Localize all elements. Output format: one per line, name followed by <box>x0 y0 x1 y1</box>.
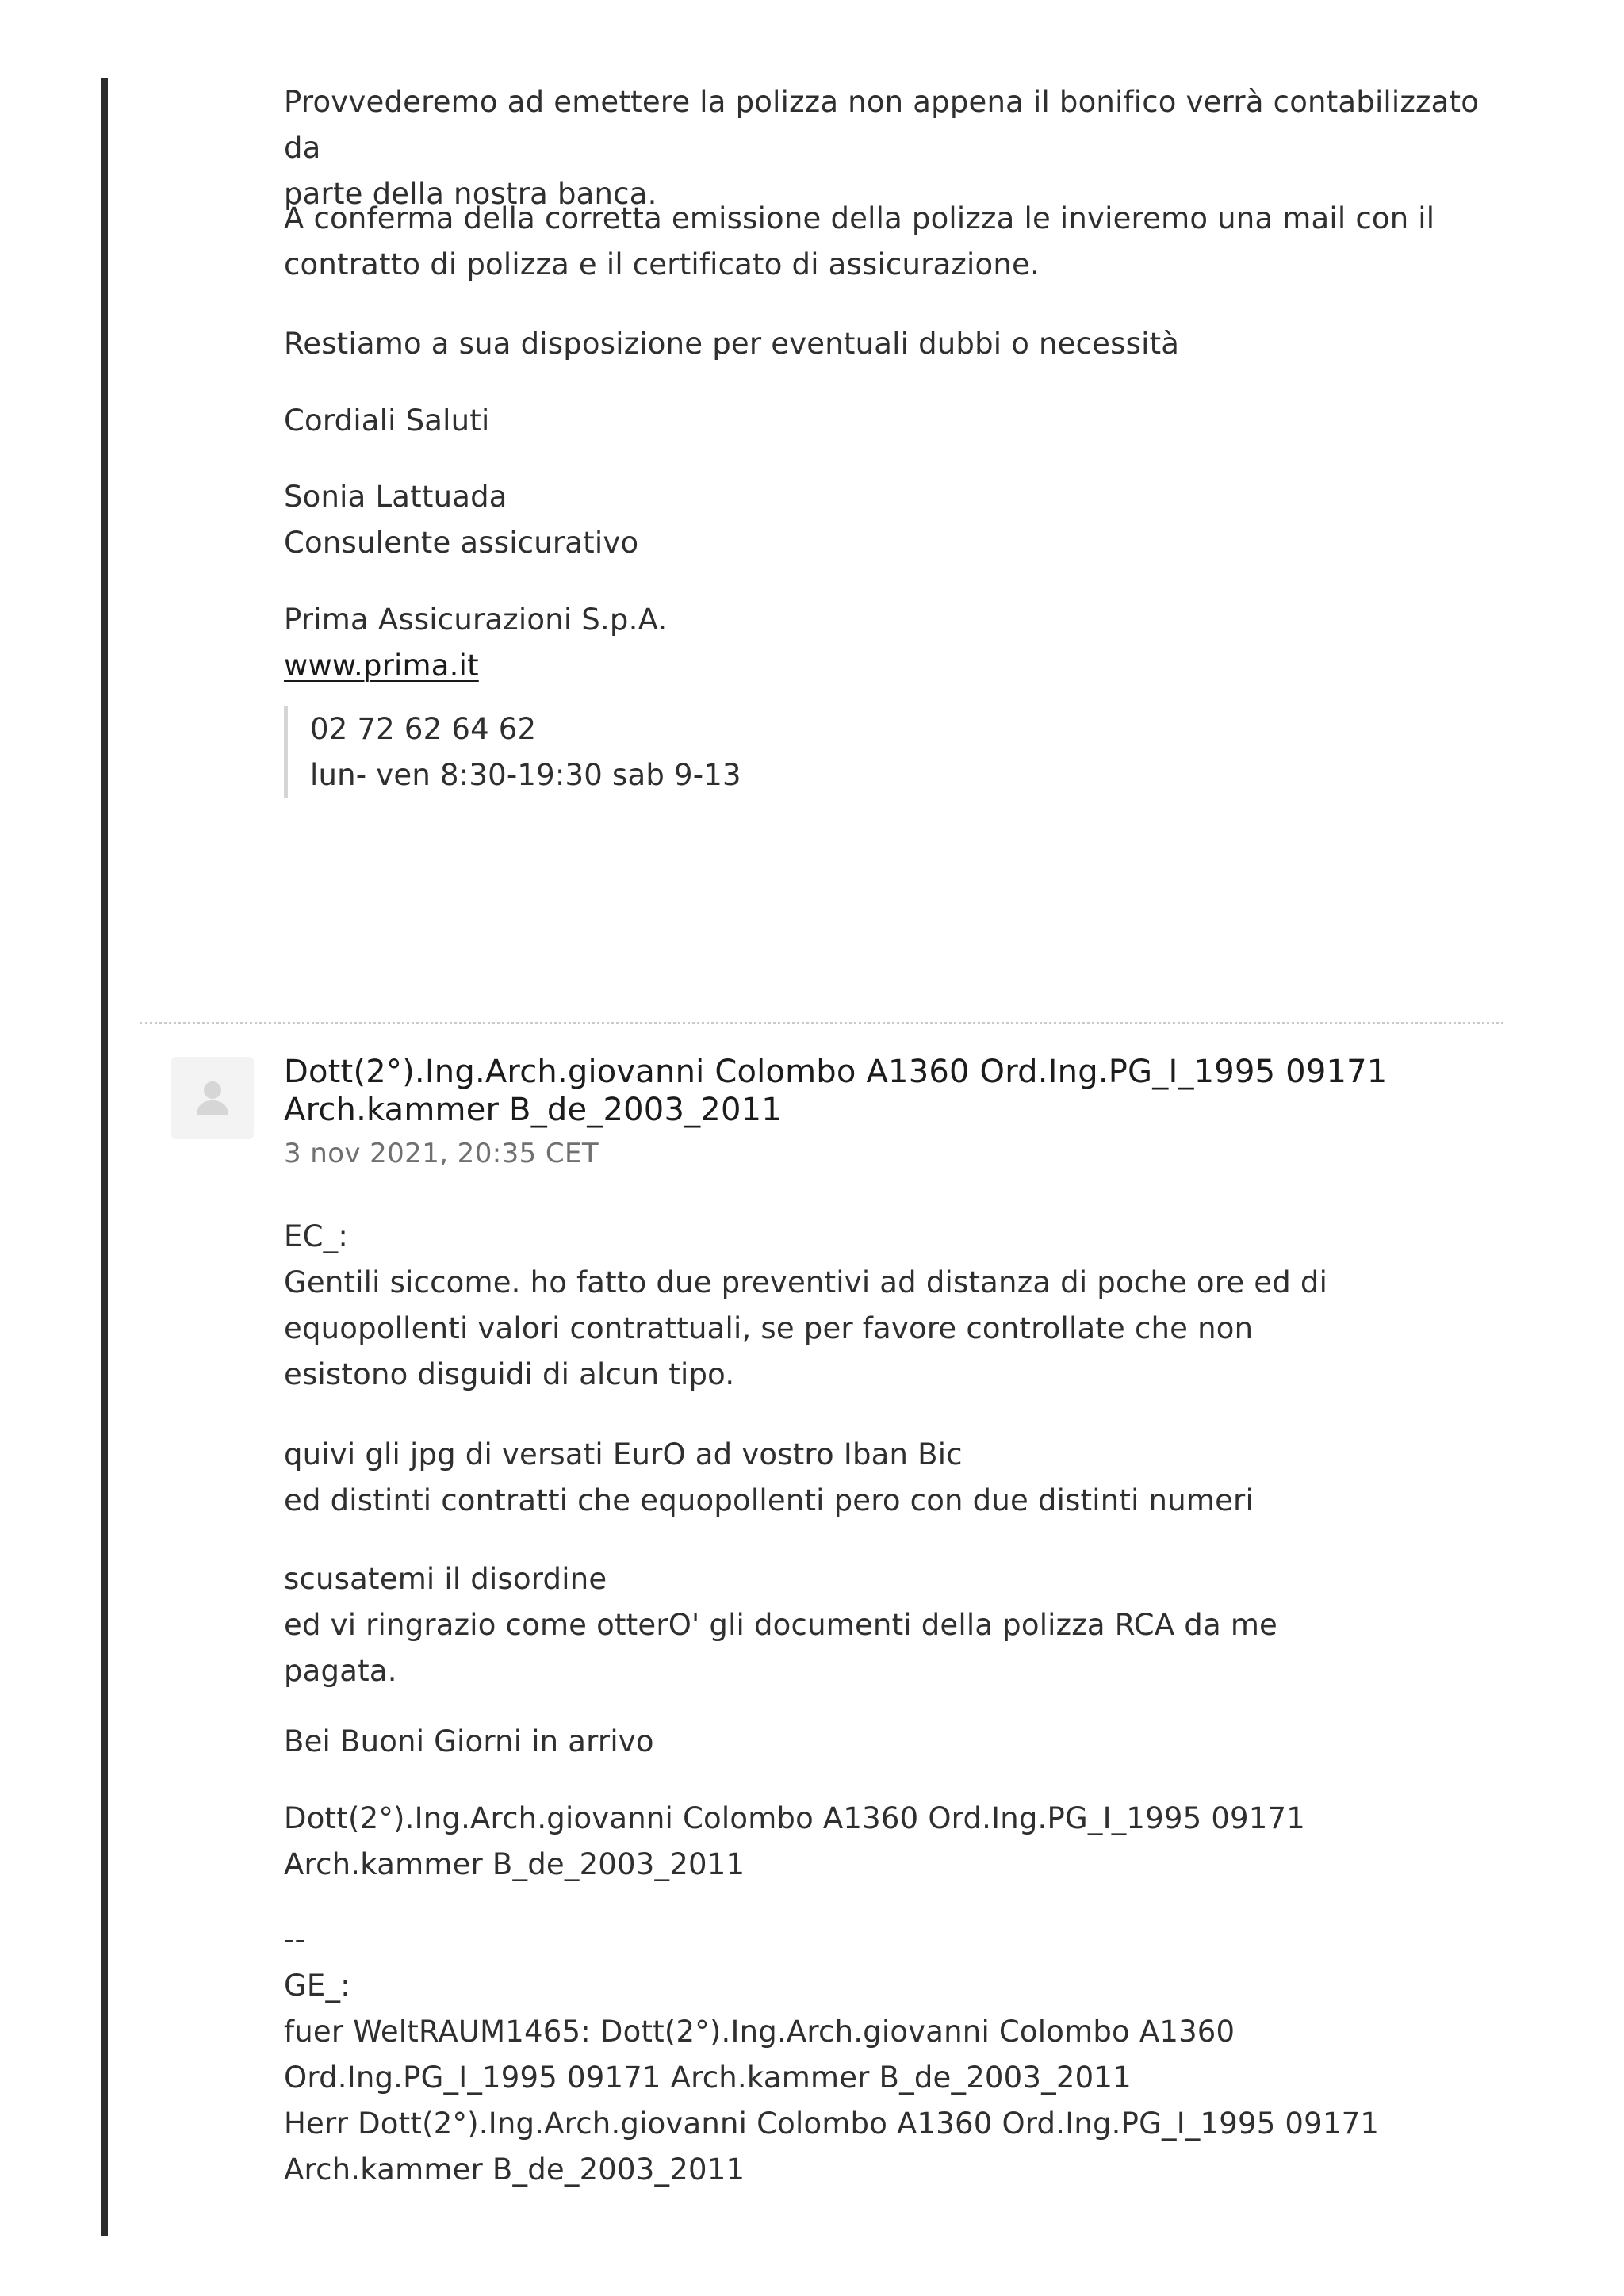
reply-signature <box>284 1796 1505 1888</box>
message-paragraph: Restiamo a sua disposizione per eventuali dubbi o necessità <box>284 327 1180 361</box>
message-separator <box>140 1022 1503 1024</box>
message-paragraph: A conferma della corretta emissione della polizza le invieremo una mail con il contratto di polizza e il certificato di assicurazione. <box>284 201 1435 281</box>
message-paragraph: EC_: Gentili siccome. ho fatto due preventivi ad distanza di poche ore ed di equopollenti valori contrattuali, se per favore controllate che non esistono disguidi di alcun tipo. <box>284 1219 1328 1391</box>
signature-block <box>284 474 1505 566</box>
message-paragraph: Bei Buoni Giorni in arrivo <box>284 1724 654 1758</box>
contact-quote <box>284 706 741 798</box>
message-paragraph: -- GE_: fuer WeltRAUM1465: Dott(2°).Ing.Arch.giovanni Colombo A1360 Ord.Ing.PG_I_1995 09171 Arch.kammer B_de_2003_2011 Herr Dott(2°).Ing.Arch.giovanni Colombo A1360 Ord.Ing.PG_I_1995 09171 Arch.kammer B_de_2003_2011 <box>284 1923 1380 2187</box>
company-name: Prima Assicurazioni S.p.A. <box>284 603 668 637</box>
thread-left-border <box>102 78 108 2236</box>
previous-message-paragraph <box>284 196 1505 288</box>
company-block <box>284 597 1505 689</box>
message-paragraph: Dott(2°).Ing.Arch.giovanni Colombo A1360 Ord.Ing.PG_I_1995 09171 Arch.kammer B_de_2003_2011 <box>284 1801 1306 1881</box>
message-paragraph: Provvederemo ad emettere la polizza non appena il bonifico verrà contabilizzato da parte della nostra banca. <box>284 85 1480 211</box>
sender-name: Dott(2°).Ing.Arch.giovanni Colombo A1360 Ord.Ing.PG_I_1995 09171 Arch.kammer B_de_2003_2011 <box>284 1054 1388 1128</box>
reply-paragraph <box>284 1719 1505 1765</box>
closing-greeting: Cordiali Saluti <box>284 404 490 438</box>
message-paragraph: scusatemi il disordine ed vi ringrazio come otterO' gli documenti della polizza RCA da me pagata. <box>284 1562 1278 1688</box>
previous-message-paragraph <box>284 398 1505 444</box>
reply-footer-signature <box>284 1917 1505 2193</box>
website-link[interactable]: www.prima.it <box>284 649 479 683</box>
reply-paragraph <box>284 1556 1505 1694</box>
message-timestamp: 3 nov 2021, 20:35 CET <box>284 1138 599 1169</box>
signature-name-role: Sonia Lattuada Consulente assicurativo <box>284 480 639 560</box>
previous-message-paragraph <box>284 321 1505 367</box>
reply-paragraph <box>284 1214 1505 1398</box>
phone-number: 02 72 62 64 62 <box>310 712 537 746</box>
opening-hours: lun- ven 8:30-19:30 sab 9-13 <box>310 758 741 792</box>
reply-paragraph <box>284 1432 1505 1524</box>
avatar <box>171 1057 254 1139</box>
message-paragraph: quivi gli jpg di versati EurO ad vostro Iban Bic ed distinti contratti che equopollenti pero con due distinti numeri <box>284 1437 1254 1517</box>
user-icon <box>195 1079 230 1117</box>
